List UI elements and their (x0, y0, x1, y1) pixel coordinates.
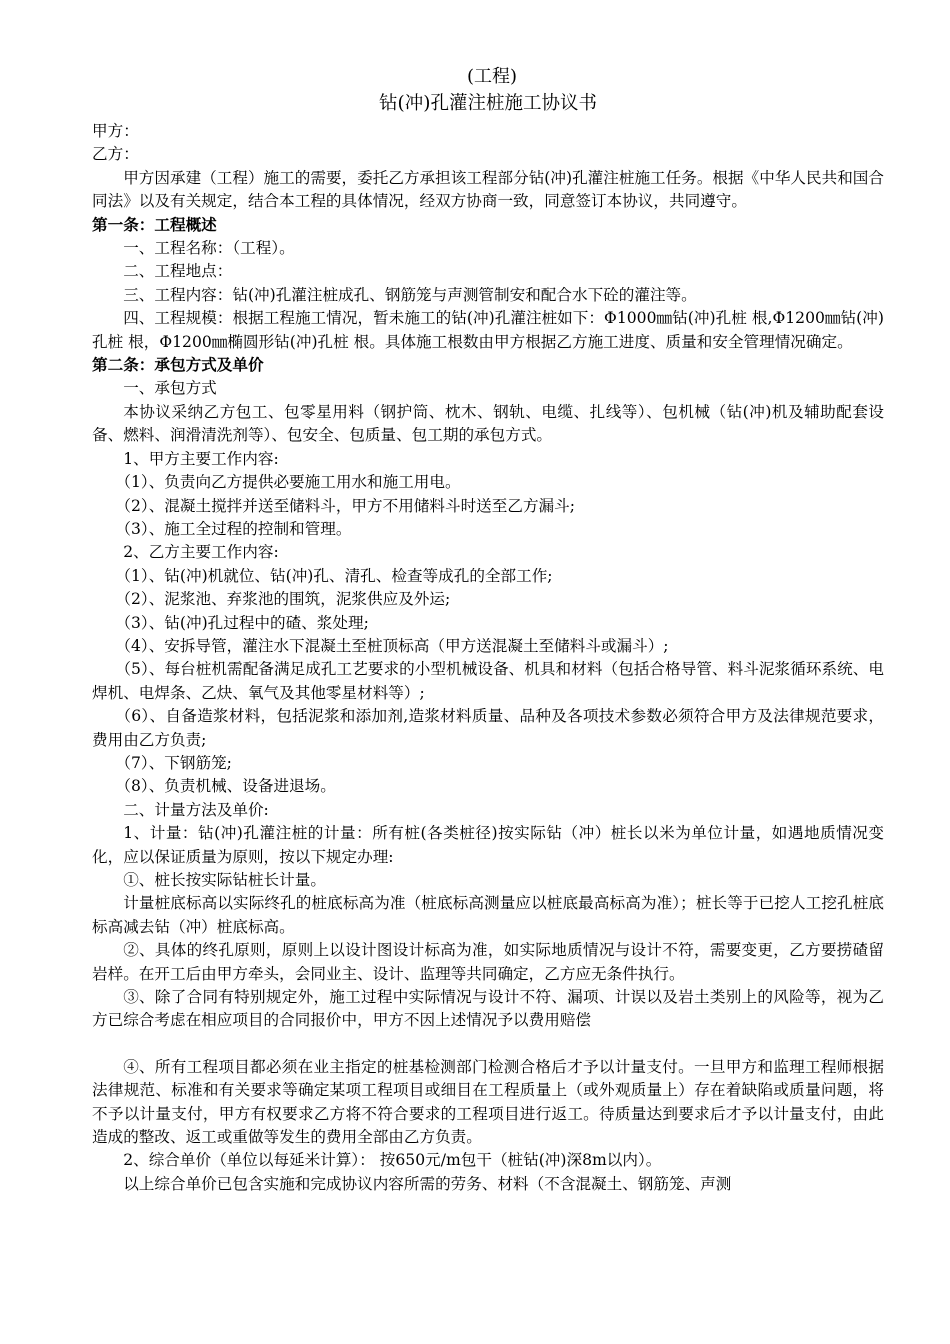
intro-paragraph: 甲方因承建（工程）施工的需要，委托乙方承担该工程部分钻(冲)孔灌注桩施工任务。根据《中华人民共和国合同法》以及有关规定，结合本工程的具体情况，经双方协商一致，同意签订本协议，共同遵守。 (92, 168, 884, 211)
measurement-rule: 1、计量：钻(冲)孔灌注桩的计量：所有桩(各类桩径)按实际钻（冲）桩长以米为单位计量，如遇地质情况变化，应以保证质量为原则，按以下规定办理: (92, 824, 884, 866)
project-scale: 四、工程规模：根据工程施工情况，暂未施工的钻(冲)孔灌注桩如下：Φ1000㎜钻(冲)孔桩 根,Φ1200㎜钻(冲)孔桩 根，Φ1200㎜椭圆形钻(冲)孔桩 根。具体施工根数由甲方根据乙方施工进度、质量和安全管理情况确定。 (92, 309, 884, 351)
party-b-duties-heading: 2、乙方主要工作内容: (123, 543, 279, 562)
article-2-heading: 第二条：承包方式及单价 (92, 356, 264, 375)
project-content: 三、工程内容：钻(冲)孔灌注桩成孔、钢筋笼与声测管制安和配合水下砼的灌注等。 (123, 285, 697, 304)
measurement-item-2: ②、具体的终孔原则，原则上以设计图设计标高为准，如实际地质情况与设计不符，需要变更，乙方要捞碴留岩样。在开工后由甲方牵头，会同业主、设计、监理等共同确定，乙方应无条件执行。 (92, 941, 884, 983)
party-b-duty-7: （7）、下钢筋笼; (115, 753, 232, 772)
measurement-item-3: ③、除了合同有特别规定外，施工过程中实际情况与设计不符、漏项、计误以及岩土类别上的风险等，视为乙方已综合考虑在相应项目的合同报价中，甲方不因上述情况予以费用赔偿 (92, 988, 884, 1030)
document-page (92, 64, 884, 1196)
measurement-item-4: ④、所有工程项目都必须在业主指定的桩基检测部门检测合格后才予以计量支付。一旦甲方和监理工程师根据法律规范、标准和有关要求等确定某项工程项目或细目在工程质量上（或外观质量上）存在着缺陷或质量问题，将不予以计量支付，甲方有权要求乙方将不符合要求的工程项目进行返工。待质量达到要求后才予以计量支付，由此造成的整改、返工或重做等发生的费用全部由乙方负责。 (92, 1057, 884, 1147)
party-b-duty-5: （5）、每台桩机需配备满足成孔工艺要求的小型机械设备、机具和材料（包括合格导管、料斗泥浆循环系统、电焊机、电焊条、乙炔、氧气及其他零星材料等）; (92, 660, 884, 702)
party-a-label: 甲方： (92, 122, 139, 140)
party-b-duty-6: （6）、自备造浆材料，包括泥浆和添加剂,造浆材料质量、品种及各项技术参数必须符合甲方及法律规范要求，费用由乙方负责; (92, 707, 884, 749)
party-b-duty-2: （2）、泥浆池、弃浆池的围筑，泥浆供应及外运; (115, 590, 451, 609)
party-b-duty-4: （4）、安拆导管，灌注水下混凝土至桩顶标高（甲方送混凝土至储料斗或漏斗）; (115, 636, 669, 655)
contract-method-heading: 一、承包方式 (123, 379, 217, 398)
party-a-duty-2: （2）、混凝土搅拌并送至储料斗，甲方不用储料斗时送至乙方漏斗; (115, 496, 575, 515)
measurement-item-1: ①、桩长按实际钻桩长计量。 (123, 871, 326, 889)
contract-method-text: 本协议采纳乙方包工、包零星用料（钢护筒、枕木、钢轨、电缆、扎线等）、包机械（钻(冲)机及辅助配套设备、燃料、润滑清洗剂等）、包安全、包质量、包工期的承包方式。 (92, 402, 884, 445)
title-agreement: 钻(冲)孔灌注桩施工协议书 (379, 93, 597, 114)
unit-price: 2、综合单价（单位以每延米计算）： 按650元/m包干（桩钻(冲)深8m以内）。 (123, 1151, 662, 1170)
project-name: 一、工程名称：（工程）。 (123, 239, 295, 258)
blank-line (92, 1033, 884, 1056)
measurement-item-1-detail: 计量桩底标高以实际终孔的桩底标高为准（桩底标高测量应以桩底最高标高为准）；桩长等于已挖人工挖孔桩底标高减去钻（冲）桩底标高。 (92, 894, 884, 936)
party-a-duty-3: （3）、施工全过程的控制和管理。 (115, 519, 352, 538)
party-b-label: 乙方： (92, 145, 139, 164)
project-location: 二、工程地点： (123, 262, 233, 281)
party-b-duty-8: （8）、负责机械、设备进退场。 (115, 777, 336, 796)
article-1-heading: 第一条：工程概述 (92, 215, 217, 234)
party-a-duties-heading: 1、甲方主要工作内容: (123, 449, 279, 468)
party-b-duty-3: （3）、钻(冲)孔过程中的碴、浆处理; (115, 613, 369, 632)
measurement-heading: 二、计量方法及单价: (123, 800, 269, 819)
unit-price-note: 以上综合单价已包含实施和完成协议内容所需的劳务、材料（不含混凝土、钢筋笼、声测 (123, 1174, 732, 1193)
party-a-duty-1: （1）、负责向乙方提供必要施工用水和施工用电。 (115, 473, 461, 492)
title-project: (工程) (466, 66, 518, 87)
party-b-duty-1: （1）、钻(冲)机就位、钻(冲)孔、清孔、检查等成孔的全部工作; (115, 566, 553, 585)
